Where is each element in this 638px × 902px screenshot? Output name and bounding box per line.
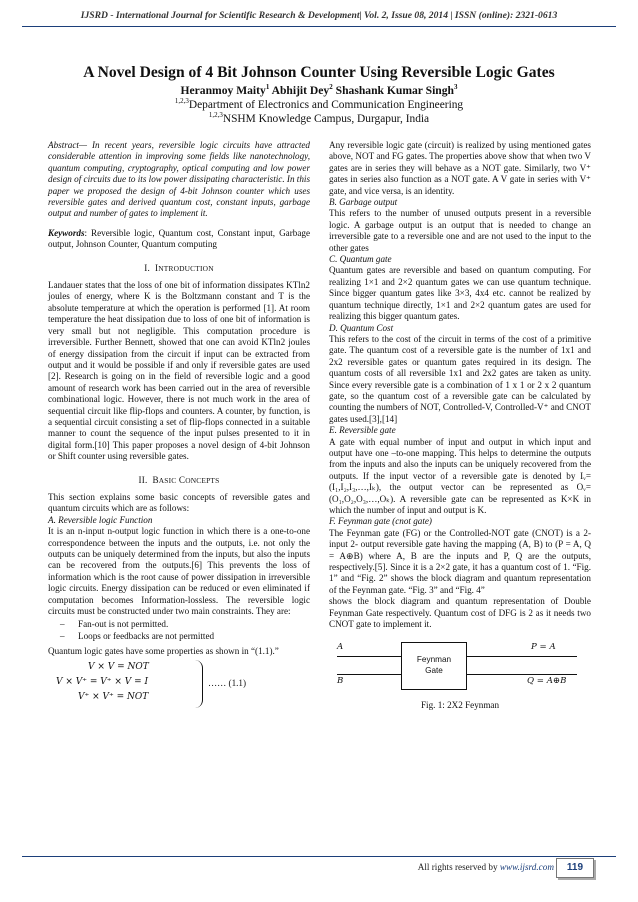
abstract [48, 140, 310, 220]
input-label-a: A [337, 642, 344, 653]
section-smallcaps: ASIC [158, 475, 177, 485]
figure-caption: Fig. 1: 2X2 Feynman [420, 700, 500, 711]
list-item: – Loops or feedbacks are not permitted [60, 631, 310, 642]
gate-label-line2: Gate [425, 666, 443, 676]
input-label-b: B [337, 676, 344, 687]
gates-paragraph: Any reversible logic gate (circuit) is realized by using mentioned gates above, NOT and FG gates. The properties above show that when two V gates are in series they will behave as a NOT gate. Similarly, two V⁺ gates in series also function as a NOT gate. A V gate in series with V⁺ gate, and vice versa, is an identity. [329, 140, 591, 196]
section-smallcaps: NTRODUCTION [158, 263, 214, 273]
equation-line: V⁺ × V⁺ = NOT [78, 691, 149, 702]
feynman-gate-block [401, 642, 467, 690]
keywords-text: : Reversible logic, Quantum cost, Constant input, Garbage output, Johnson Counter, Quantum computing [48, 227, 310, 250]
keywords [48, 228, 310, 251]
subsection-text-e: A gate with equal number of input and output in which input and output have one –to-one mapping. This helps to determine the outputs from the inputs and also the inputs can be uniquely recovered from the outputs. If the input vector of a reversible gate is denoted by Iᵥ= (I₁,I₂,I₃,…,Iₖ), the output vector can be represented as Oᵥ= (O₁,O₂,O₃,…,Oₖ). A reversible gate can be represented as K×K in which the number of input and output is K. [329, 436, 591, 515]
footer-site-link[interactable]: www.ijsrd.com [499, 862, 554, 872]
left-column [48, 140, 310, 712]
affiliation-sup: 1,2,3 [174, 97, 189, 106]
section-initial: B [152, 474, 159, 485]
output-label-p: P = A [531, 642, 556, 653]
author-name: Shashank Kumar Singh [335, 84, 455, 97]
list-item: – Fan-out is not permitted. [60, 619, 310, 630]
affiliation-text: NSHM Knowledge Campus, Durgapur, India [222, 113, 430, 125]
subsection-heading-c: C. Quantum gate [329, 254, 392, 265]
gate-label-line1: Feynman [416, 655, 452, 665]
figure-1-feynman-gate [329, 636, 591, 714]
author-sup: 2 [329, 83, 333, 92]
section-initial: C [178, 474, 186, 485]
constraints-list [48, 619, 310, 642]
affiliation-text: Department of Electronics and Communication Engineering [188, 99, 464, 111]
subsection-heading-f: F. Feynman gate (cnot gate) [329, 516, 432, 527]
output-label-q: Q = A⊕B [527, 676, 567, 687]
section-initial: I [154, 262, 159, 273]
footer-rights-text: All rights reserved by [417, 862, 500, 872]
right-column [329, 140, 591, 714]
output-wire-p [467, 656, 577, 657]
input-wire-a [337, 656, 401, 657]
basic-intro-paragraph: This section explains some basic concepts of reversible gates and quantum circuits which are as follows: [48, 491, 310, 514]
input-wire-b [337, 674, 401, 675]
header-rule [22, 26, 616, 27]
author-sup: 3 [454, 83, 458, 92]
footer-rights [418, 862, 554, 872]
equation-line: V × V⁺ = V⁺ × V = I [56, 676, 149, 687]
equation-line: V × V = NOT [88, 661, 149, 672]
subsection-text-a: It is an n-input n-output logic function in which there is a one-to-one correspondence between the inputs and the outputs, i.e. not only the outputs can be uniquely determined from the inputs, but also the inputs can be recovered from the outputs.[6] This prevents the loss of information which is the root cause of power dissipation in irreversible logic circuits. Energy dissipation can be reduced or even eliminated if computation becomes Information-lossless. The reversible logic circuits must be constructed under two main constraints. They are: [48, 526, 310, 617]
author-sup: 1 [265, 83, 270, 92]
subsection-text-f: The Feynman gate (FG) or the Controlled-NOT gate (CNOT) is a 2-input 2- output reversible gate having the mapping (A, B) to (P = A, Q = A⊕B) where A, B are the inputs and P, Q are the outputs, respectively.[5]. Since it is a 2×2 gate, it has a quantum cost of 1. “Fig. 1” and “Fig. 2” shows the block diagram and quantum representation of the Feynman gate. “Fig. 3” and “Fig. 4” [329, 527, 591, 595]
subsection-heading-b: B. Garbage output [329, 197, 398, 208]
quantum-properties-text: Quantum logic gates have some properties as shown in “(1.1).” [48, 646, 279, 657]
section-number: I. [144, 262, 150, 273]
running-header: IJSRD - International Journal for Scientific Research & Development| Vol. 2, Issue 08, 2014 | ISSN (online): 2321-0613 [80, 10, 558, 21]
intro-paragraph: Landauer states that the loss of one bit of information dissipates KTln2 joules of energy, where K is the Boltzmann constant and T is the absolute temperature at which the operation is performed [1]. At room temperature the heat dissipation due to loss of one bit of information is very small but not negligible. This computation procedure is irreversible. Further Bennett, showed that one can avoid KTln2 joules of energy dissipation from the circuit if input can be extracted from output and it would be possible if and only if reversible gates are used [2]. Research is going on in the field of reversible logic and a good amount of research work has been carried out in the area of reversible combinational logic. However, there is not much work in the area of sequential circuit like flip-flops and counters. A counter, by function, is a sequential circuit consisting a set of flip-flops connected in a suitable manner to count the sequence of the input pulses presented to it in digital form.[10] This paper proposes a novel design of 4-bit Johnson or Shift counter using reversible gates. [48, 280, 310, 462]
subsection-heading-e: E. Reversible gate [329, 425, 396, 436]
affiliation-dept [40, 98, 598, 112]
section-number: II. [138, 474, 148, 485]
footer-rule [22, 856, 616, 857]
author-name: Heranmoy Maity [180, 84, 266, 97]
section-heading-intro [48, 263, 310, 274]
subsection-heading-a: A. Reversible logic Function [48, 514, 153, 525]
output-wire-q [467, 674, 577, 675]
abstract-lead: Abstract— [48, 140, 88, 150]
title-block [40, 64, 598, 126]
section-heading-basic-concepts [48, 475, 310, 486]
paper-title: A Novel Design of 4 Bit Johnson Counter Using Reversible Logic Gates [83, 64, 555, 81]
subsection-text-b: This refers to the number of unused outputs present in a reversible logic. A garbage output is an output that is needed to change an irreversible gate to a reversible one and are not used to the input to the other gates [329, 208, 591, 253]
subsection-text-d: This refers to the cost of the circuit in terms of the cost of a primitive gate. The quantum cost of a reversible gate is the number of 1x1 and 2x2 reversible gates or quantum gates required in its design. The quantum costs of all reversible 1x1 and 2x2 gates are taken as unity. Since every reversible gate is a combination of 1 x 1 or 2 x 2 quantum gate, so the quantum cost of a reversible gate can be calculated by counting the numbers of NOT, Controlled-V, Controlled-V⁺ and CNOT gates used.[3],[14] [329, 333, 591, 424]
subsection-text-c: Quantum gates are reversible and based on quantum computing. For realizing 1×1 and 2×2 quantum gates we can use quantum technique. Since bigger quantum gates like 3×3, 4x4 etc. cannot be realized by quantum technique directly, 1×1 and 2×2 quantum gates are used for realizing this bigger quantum gates. [329, 265, 591, 322]
keywords-lead: Keywords [48, 227, 85, 238]
subsection-text-f-continued: shows the block diagram and quantum representation of Double Feynman Gate respectively. Quantum cost of DFG is 2 as it needs two CNOT gate to implement it. [329, 596, 591, 630]
subsection-heading-d: D. Quantum Cost [329, 322, 394, 333]
section-smallcaps: ONCEPTS [185, 475, 220, 485]
abstract-text: In recent years, reversible logic circuits have attracted considerable attention in improving some fields like nanotechnology, quantum computing, cryptography, optical computing and low power design of circuits due to its low power dissipating characteristic. In this paper we proposed the design of 4-bit Johnson counter which uses reversible gates and derived quantum cost, constant inputs, garbage output and number of gates to implement it. [48, 140, 310, 219]
author-name: Abhijit Dey [271, 84, 330, 97]
equation-block [48, 660, 310, 712]
equation-number: …… (1.1) [208, 677, 247, 688]
affiliation-campus [40, 112, 598, 126]
right-brace [194, 660, 203, 708]
page-number-badge: 119 [556, 858, 594, 878]
author-line [40, 83, 598, 98]
affiliation-sup: 1,2,3 [208, 111, 223, 120]
